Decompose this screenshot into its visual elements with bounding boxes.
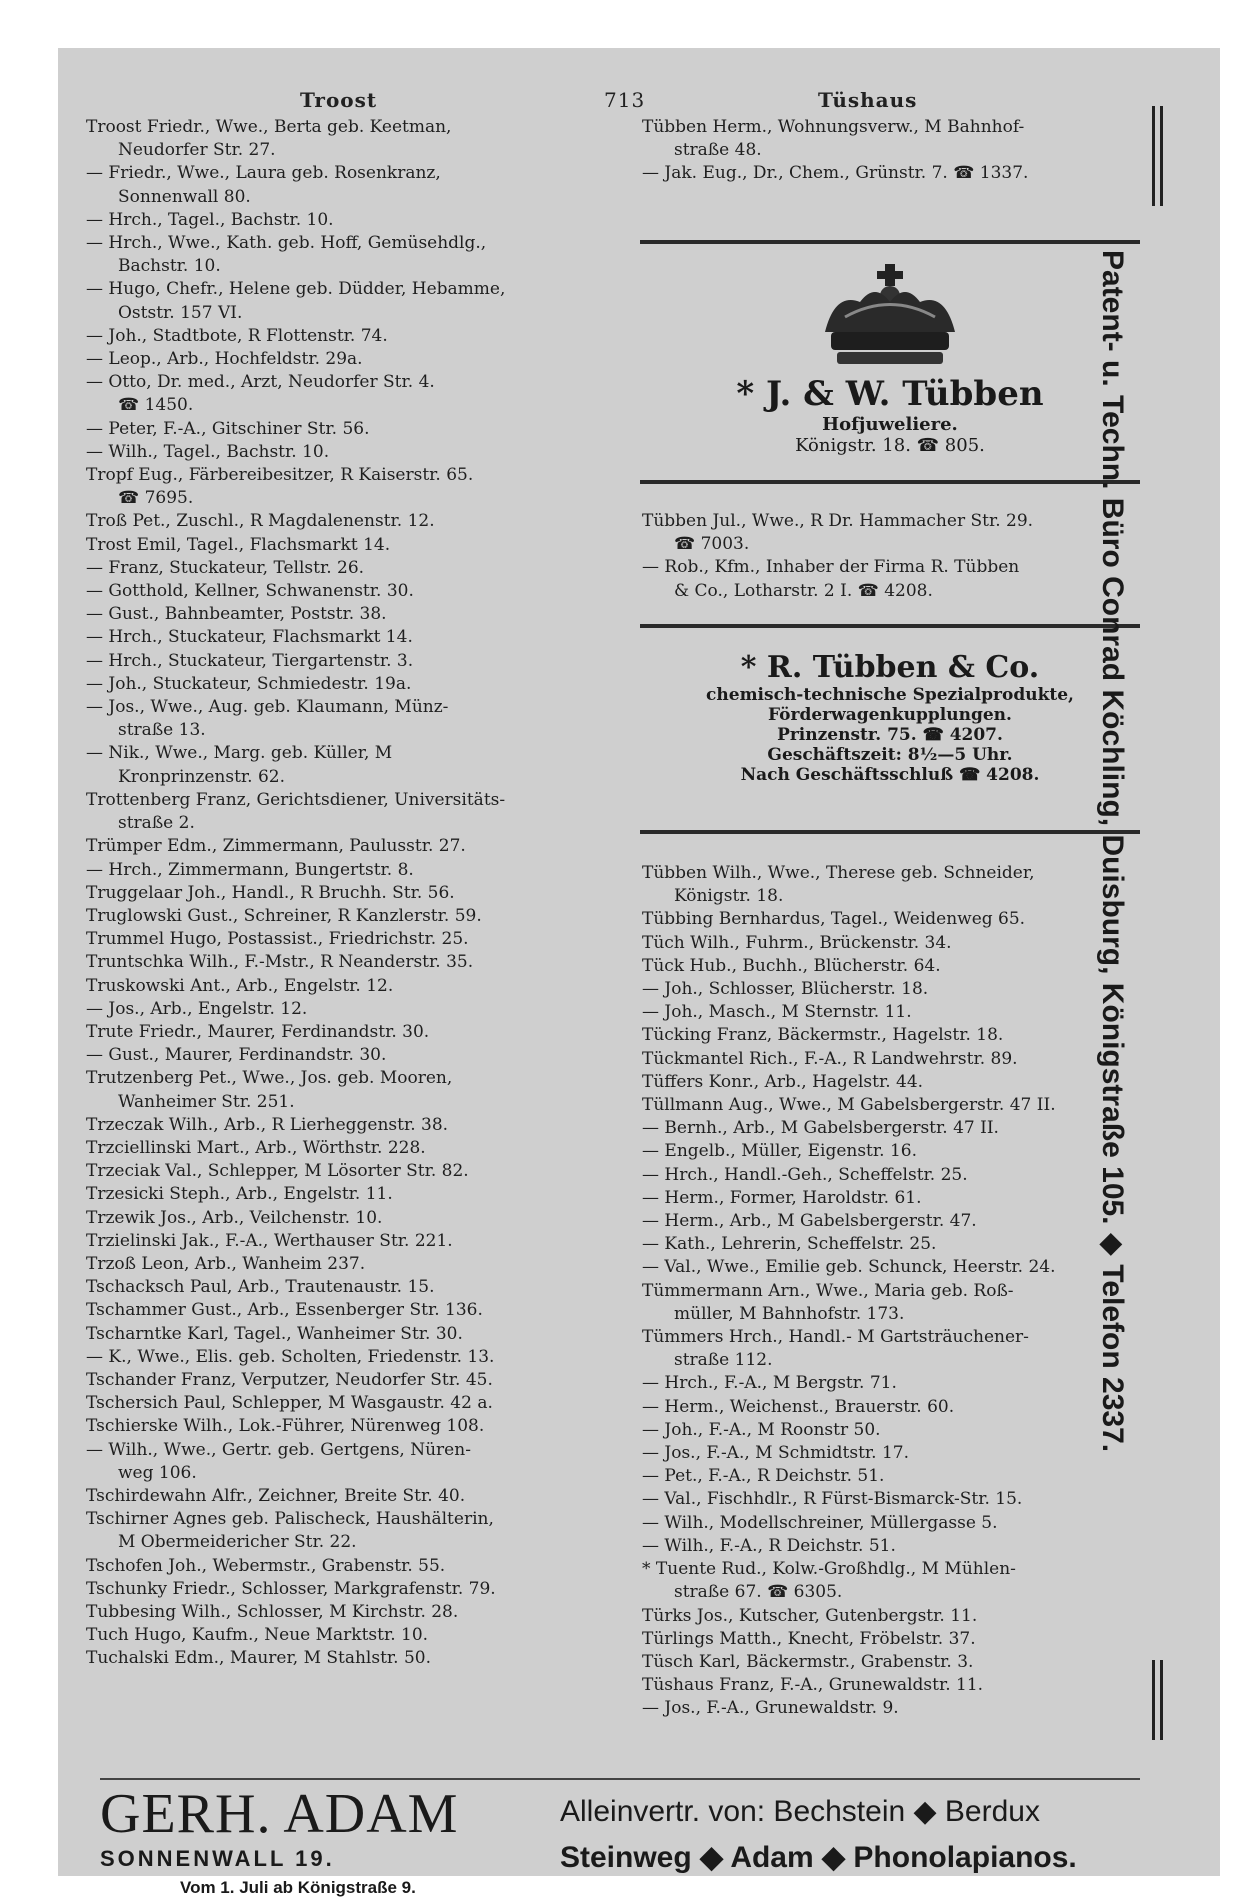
left-column bbox=[86, 116, 634, 1671]
entry: Tübben Wilh., Wwe., Therese geb. Schneider, bbox=[642, 863, 1035, 883]
entry: Tüsch Karl, Bäckermstr., Grabenstr. 3. bbox=[642, 1651, 974, 1672]
entry: Truggelaar Joh., Handl., R Bruchh. Str. 56. bbox=[86, 882, 455, 903]
entry: Trzeciak Val., Schlepper, M Lösorter Str. 82. bbox=[86, 1161, 469, 1182]
entry: — Jak. Eug., Dr., Chem., Grünstr. 7. ☎ 1337. bbox=[642, 163, 1029, 184]
entry: — Nik., Wwe., Marg. geb. Küller, M bbox=[86, 743, 393, 764]
entry: — Bernh., Arb., M Gabelsbergerstr. 47 II. bbox=[642, 1118, 999, 1139]
entry: Tschacksch Paul, Arb., Trautenaustr. 15. bbox=[86, 1277, 435, 1298]
entry: — Herm., Weichenst., Brauerstr. 60. bbox=[642, 1396, 955, 1417]
entry: — Jos., Wwe., Aug. geb. Klaumann, Münz- bbox=[86, 697, 449, 718]
entry: — Val., Fischhdlr., R Fürst-Bismarck-Str. 15. bbox=[642, 1489, 1023, 1510]
banner-bar bbox=[1152, 106, 1155, 206]
entry: Tubbesing Wilh., Schlosser, M Kirchstr. 28. bbox=[86, 1602, 459, 1622]
entry: Trzielinski Jak., F.-A., Werthauser Str. 221. bbox=[86, 1230, 453, 1251]
right-column-top bbox=[642, 116, 1142, 186]
entry: — Kath., Lehrerin, Scheffelstr. 25. bbox=[642, 1234, 937, 1255]
entry: Truglowski Gust., Schreiner, R Kanzlerstr. 59. bbox=[86, 905, 482, 926]
entry: Troß Pet., Zuschl., R Magdalenenstr. 12. bbox=[86, 511, 435, 532]
entry: * Tuente Rud., Kolw.-Großhdlg., M Mühlen- bbox=[642, 1559, 1016, 1580]
entry: Tscharntke Karl, Tagel., Wanheimer Str. 30. bbox=[86, 1323, 463, 1344]
entry: Trummel Hugo, Postassist., Friedrichstr. 25. bbox=[86, 929, 469, 950]
entry: — Joh., Masch., M Sternstr. 11. bbox=[642, 1002, 912, 1023]
entry: Trzesicki Steph., Arb., Engelstr. 11. bbox=[86, 1184, 393, 1205]
entry: Tücking Franz, Bäckermstr., Hagelstr. 18. bbox=[642, 1025, 1004, 1046]
entry: — Joh., Stadtbote, R Flottenstr. 74. bbox=[86, 325, 388, 346]
entry: Sonnenwall 80. bbox=[118, 186, 251, 207]
footer-brands: Alleinvertr. von: Bechstein ◆ Berdux bbox=[560, 1795, 1040, 1828]
entry: Troost Friedr., Wwe., Berta geb. Keetman, bbox=[86, 117, 452, 137]
entry: — Gotthold, Kellner, Schwanenstr. 30. bbox=[86, 581, 414, 602]
entry: — Franz, Stuckateur, Tellstr. 26. bbox=[86, 557, 365, 578]
banner-bar bbox=[1160, 106, 1163, 206]
ad-line: chemisch-technische Spezialprodukte, bbox=[706, 685, 1074, 705]
jeweler-ad bbox=[640, 262, 1140, 462]
entry: — Otto, Dr. med., Arzt, Neudorfer Str. 4. bbox=[86, 372, 435, 393]
entry: Tschersich Paul, Schlepper, M Wasgaustr. 42 a. bbox=[86, 1393, 493, 1414]
entry: Tschofen Joh., Webermstr., Grabenstr. 55. bbox=[86, 1555, 446, 1576]
footer-brands-second: Steinweg ◆ Adam ◆ Phonolapianos. bbox=[560, 1841, 1077, 1874]
entry: Trottenberg Franz, Gerichtsdiener, Universitäts- bbox=[86, 789, 506, 810]
banner-bar bbox=[1160, 1660, 1163, 1740]
entry: Tschunky Friedr., Schlosser, Markgrafenstr. 79. bbox=[86, 1578, 496, 1599]
entry: Tschirner Agnes geb. Palischeck, Haushälterin, bbox=[86, 1509, 494, 1530]
entry: — Joh., Schlosser, Blücherstr. 18. bbox=[642, 979, 929, 1000]
entry: M Obermeidericher Str. 22. bbox=[118, 1532, 357, 1553]
entry: ☎ 7003. bbox=[674, 534, 750, 555]
entry: Oststr. 157 VI. bbox=[118, 302, 243, 323]
footer-rule bbox=[100, 1778, 1140, 1780]
entry: — Pet., F.-A., R Deichstr. 51. bbox=[642, 1466, 885, 1487]
entry: Tschammer Gust., Arb., Essenberger Str. 136. bbox=[86, 1300, 483, 1321]
entry: Trzciellinski Mart., Arb., Wörthstr. 228. bbox=[86, 1137, 426, 1158]
piano-advertisement bbox=[100, 1783, 1180, 1897]
ad-company-name: * R. Tübben & Co. bbox=[740, 650, 1040, 685]
entry: — Gust., Bahnbeamter, Poststr. 38. bbox=[86, 604, 387, 625]
entry: Tückmantel Rich., F.-A., R Landwehrstr. 89. bbox=[642, 1048, 1018, 1069]
entry: Tschirdewahn Alfr., Zeichner, Breite Str. 40. bbox=[86, 1485, 466, 1506]
entry: — Val., Wwe., Emilie geb. Schunck, Heerstr. 24. bbox=[642, 1257, 1056, 1278]
entry: — Hrch., Handl.-Geh., Scheffelstr. 25. bbox=[642, 1164, 968, 1185]
entry: — K., Wwe., Elis. geb. Scholten, Friedenstr. 13. bbox=[86, 1346, 495, 1367]
entry: — Rob., Kfm., Inhaber der Firma R. Tübben bbox=[642, 557, 1020, 578]
divider bbox=[640, 480, 1140, 484]
divider bbox=[640, 624, 1140, 628]
entry: & Co., Lotharstr. 2 I. ☎ 4208. bbox=[674, 580, 933, 601]
ad-line: Förderwagenkupplungen. bbox=[768, 705, 1012, 725]
entry: Türlings Matth., Knecht, Fröbelstr. 37. bbox=[642, 1628, 976, 1649]
entry: Tuchalski Edm., Maurer, M Stahlstr. 50. bbox=[86, 1648, 432, 1669]
entry: ☎ 1450. bbox=[118, 395, 194, 416]
side-advertisement: Patent- u. Techn. Büro Conrad Köchling, Duisburg, Königstraße 105. ◆ Telefon 2337. bbox=[1096, 250, 1129, 1453]
entry: Bachstr. 10. bbox=[118, 256, 221, 277]
ad-address: Königstr. 18. ☎ 805. bbox=[795, 435, 985, 456]
entry: — Gust., Maurer, Ferdinandstr. 30. bbox=[86, 1045, 387, 1066]
entry: straße 48. bbox=[674, 140, 762, 161]
entry: — Peter, F.-A., Gitschiner Str. 56. bbox=[86, 418, 370, 439]
entry: straße 67. ☎ 6305. bbox=[674, 1582, 843, 1603]
entry: müller, M Bahnhofstr. 173. bbox=[674, 1303, 905, 1324]
divider bbox=[640, 240, 1140, 244]
banner-bar bbox=[1152, 1660, 1155, 1740]
entry: Trute Friedr., Maurer, Ferdinandstr. 30. bbox=[86, 1021, 430, 1042]
entry: — Hrch., F.-A., M Bergstr. 71. bbox=[642, 1373, 897, 1394]
entry: Trost Emil, Tagel., Flachsmarkt 14. bbox=[86, 534, 391, 555]
footer-company-name: GERH. ADAM bbox=[100, 1783, 459, 1845]
entry: — Herm., Former, Haroldstr. 61. bbox=[642, 1187, 922, 1208]
header-right-keyword: Tüshaus bbox=[818, 88, 918, 112]
ad-subtitle: Hofjuweliere. bbox=[822, 414, 958, 435]
footer-moving-note: Vom 1. Juli ab Königstraße 9. bbox=[180, 1878, 416, 1897]
entry: Tübben Herm., Wohnungsverw., M Bahnhof- bbox=[642, 117, 1025, 137]
crown-icon bbox=[815, 262, 965, 372]
entry: Tuch Hugo, Kaufm., Neue Marktstr. 10. bbox=[86, 1625, 429, 1646]
entry: — Wilh., Modellschreiner, Müllergasse 5. bbox=[642, 1512, 998, 1533]
entry: — Herm., Arb., M Gabelsbergerstr. 47. bbox=[642, 1211, 977, 1232]
entry: Trzewik Jos., Arb., Veilchenstr. 10. bbox=[86, 1207, 383, 1228]
entry: — Leop., Arb., Hochfeldstr. 29a. bbox=[86, 349, 363, 370]
ad-line: Geschäftszeit: 8½—5 Uhr. bbox=[767, 745, 1013, 765]
entry: — Hugo, Chefr., Helene geb. Düdder, Hebamme, bbox=[86, 279, 506, 300]
entry: — Hrch., Wwe., Kath. geb. Hoff, Gemüsehdlg., bbox=[86, 233, 487, 254]
entry: ☎ 7695. bbox=[118, 488, 194, 509]
entry: Wanheimer Str. 251. bbox=[118, 1091, 295, 1112]
entry: — Joh., Stuckateur, Schmiedestr. 19a. bbox=[86, 673, 412, 694]
entry: — Engelb., Müller, Eigenstr. 16. bbox=[642, 1141, 917, 1162]
entry: Trutzenberg Pet., Wwe., Jos. geb. Mooren, bbox=[86, 1068, 453, 1089]
entry: — Hrch., Tagel., Bachstr. 10. bbox=[86, 209, 334, 230]
entry: — Jos., F.-A., Grunewaldstr. 9. bbox=[642, 1698, 899, 1719]
footer-address: SONNENWALL 19. bbox=[100, 1846, 335, 1871]
page-number: 713 bbox=[604, 88, 646, 112]
entry: Tübben Jul., Wwe., R Dr. Hammacher Str. 29. bbox=[642, 511, 1034, 531]
entry: — Joh., F.-A., M Roonstr 50. bbox=[642, 1419, 881, 1440]
entry: Tück Hub., Buchh., Blücherstr. 64. bbox=[642, 955, 941, 976]
entry: — Jos., Arb., Engelstr. 12. bbox=[86, 998, 308, 1019]
right-column-bottom bbox=[642, 862, 1142, 1721]
entry: Kronprinzenstr. 62. bbox=[118, 766, 286, 787]
ad-company-name: * J. & W. Tübben bbox=[736, 374, 1044, 414]
entry: Tschander Franz, Verputzer, Neudorfer Str. 45. bbox=[86, 1369, 493, 1390]
header-left-keyword: Troost bbox=[300, 88, 378, 112]
entry: — Wilh., Tagel., Bachstr. 10. bbox=[86, 441, 330, 462]
entry: Königstr. 18. bbox=[674, 886, 784, 907]
ad-line: Nach Geschäftsschluß ☎ 4208. bbox=[740, 765, 1040, 785]
ad-line: Prinzenstr. 75. ☎ 4207. bbox=[777, 725, 1003, 745]
entry: — Hrch., Stuckateur, Tiergartenstr. 3. bbox=[86, 650, 414, 671]
entry: — Jos., F.-A., M Schmidtstr. 17. bbox=[642, 1443, 910, 1464]
entry: Tübbing Bernhardus, Tagel., Weidenweg 65. bbox=[642, 909, 1026, 930]
entry: Trzoß Leon, Arb., Wanheim 237. bbox=[86, 1253, 366, 1274]
entry: straße 2. bbox=[118, 813, 195, 834]
entry: Trümper Edm., Zimmermann, Paulusstr. 27. bbox=[86, 836, 466, 857]
divider bbox=[640, 830, 1140, 834]
entry: Neudorfer Str. 27. bbox=[118, 140, 276, 161]
entry: Tüch Wilh., Fuhrm., Brückenstr. 34. bbox=[642, 932, 952, 953]
entry: straße 13. bbox=[118, 720, 206, 741]
entry: Tümmers Hrch., Handl.- M Gartsträuchener- bbox=[642, 1327, 1029, 1348]
entry: — Wilh., F.-A., R Deichstr. 51. bbox=[642, 1535, 896, 1556]
entry: Tümmermann Arn., Wwe., Maria geb. Roß- bbox=[642, 1280, 1014, 1301]
entry: Türks Jos., Kutscher, Gutenbergstr. 11. bbox=[642, 1605, 978, 1626]
entry: — Hrch., Zimmermann, Bungertstr. 8. bbox=[86, 859, 414, 880]
entry: Tropf Eug., Färbereibesitzer, R Kaiserstr. 65. bbox=[86, 465, 474, 486]
right-column-middle bbox=[642, 510, 1142, 603]
entry: Truntschka Wilh., F.-Mstr., R Neanderstr. 35. bbox=[86, 952, 474, 973]
entry: Tüffers Konr., Arb., Hagelstr. 44. bbox=[642, 1071, 924, 1092]
entry: Tschierske Wilh., Lok.-Führer, Nürenweg 108. bbox=[86, 1416, 485, 1437]
chemical-company-ad bbox=[640, 650, 1140, 820]
entry: — Friedr., Wwe., Laura geb. Rosenkranz, bbox=[86, 163, 441, 184]
entry: Truskowski Ant., Arb., Engelstr. 12. bbox=[86, 975, 394, 996]
entry: Trzeczak Wilh., Arb., R Lierheggenstr. 38. bbox=[86, 1114, 449, 1135]
entry: Tüshaus Franz, F.-A., Grunewaldstr. 11. bbox=[642, 1675, 984, 1696]
entry: — Hrch., Stuckateur, Flachsmarkt 14. bbox=[86, 627, 413, 648]
entry: straße 112. bbox=[674, 1350, 773, 1371]
entry: weg 106. bbox=[118, 1462, 197, 1483]
entry: — Wilh., Wwe., Gertr. geb. Gertgens, Nüren- bbox=[86, 1439, 471, 1460]
entry: Tüllmann Aug., Wwe., M Gabelsbergerstr. 47 II. bbox=[642, 1095, 1056, 1116]
